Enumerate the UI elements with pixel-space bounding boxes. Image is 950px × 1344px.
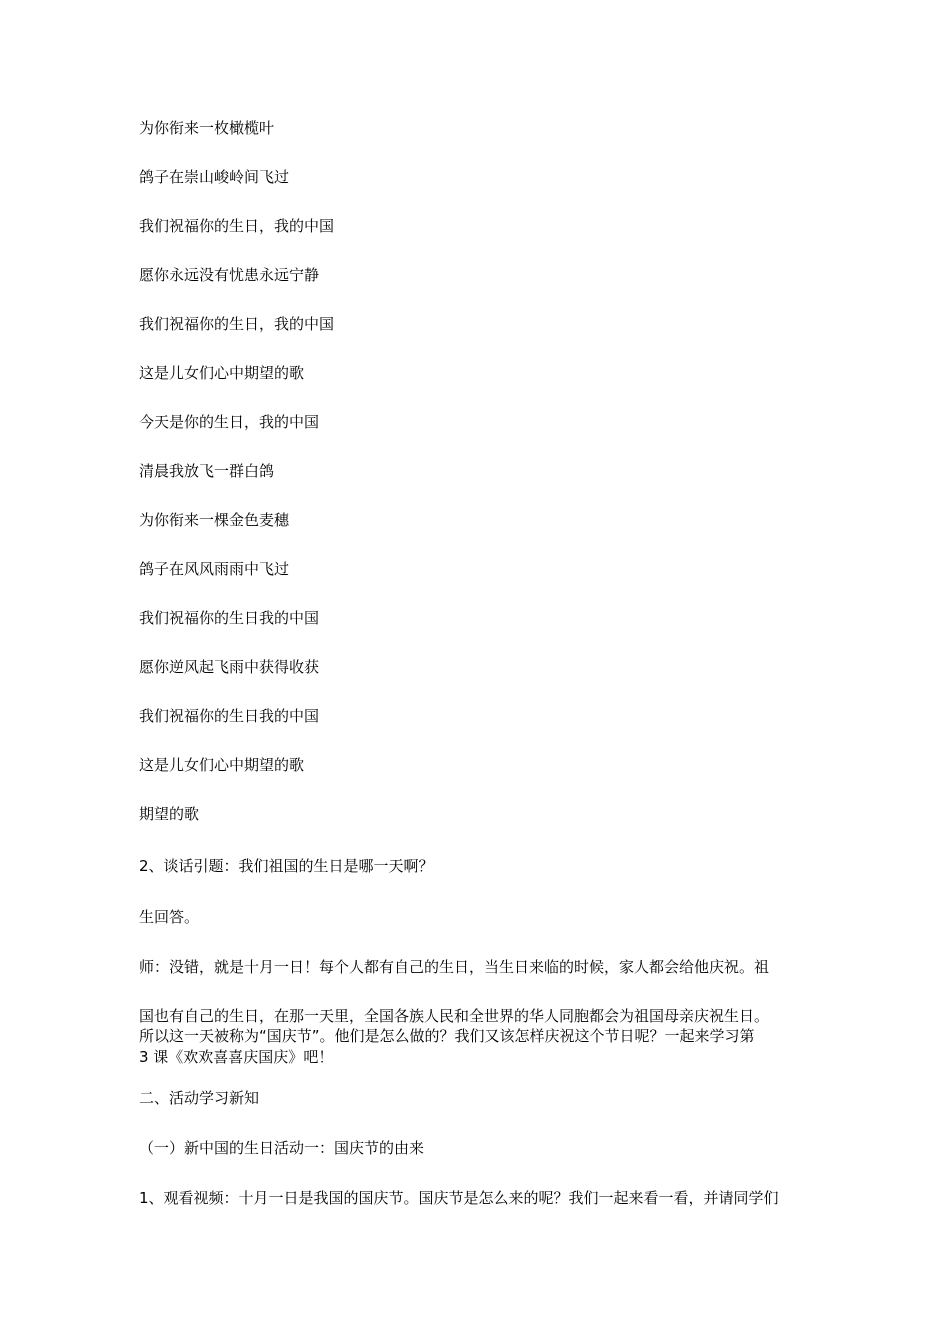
lyric-line: 清晨我放飞一群白鸽: [139, 462, 275, 480]
video-line: 1、观看视频：十月一日是我国的国庆节。国庆节是怎么来的呢？我们一起来看一看，并请同学们: [139, 1189, 779, 1207]
lyric-line: 今天是你的生日，我的中国: [139, 413, 320, 431]
student-answer: 生回答。: [139, 908, 200, 926]
teacher-paragraph-line: 3 课《欢欢喜喜庆国庆》吧！: [139, 1048, 334, 1066]
teacher-line: 师：没错，就是十月一日！每个人都有自己的生日，当生日来临的时候，家人都会给他庆祝。祖: [139, 958, 770, 976]
teacher-paragraph-line: 所以这一天被称为“国庆节”。他们是怎么做的？我们又该怎样庆祝这个节日呢？一起来学习第: [139, 1027, 755, 1045]
lyric-line: 这是儿女们心中期望的歌: [139, 756, 305, 774]
lyric-line: 我们祝福你的生日我的中国: [139, 707, 320, 725]
lyric-line: 我们祝福你的生日我的中国: [139, 609, 320, 627]
lyric-line: 我们祝福你的生日，我的中国: [139, 315, 335, 333]
activity-heading: （一）新中国的生日活动一：国庆节的由来: [139, 1139, 425, 1157]
teacher-paragraph-line: 国也有自己的生日，在那一天里，全国各族人民和全世界的华人同胞都会为祖国母亲庆祝生日。: [139, 1007, 770, 1025]
intro-question: 2、谈话引题：我们祖国的生日是哪一天啊？: [139, 857, 434, 875]
lyric-line: 鸽子在风风雨雨中飞过: [139, 560, 290, 578]
lyric-line: 鸽子在崇山峻岭间飞过: [139, 168, 290, 186]
lyric-line: 愿你永远没有忧患永远宁静: [139, 266, 320, 284]
section-heading: 二、活动学习新知: [139, 1089, 260, 1107]
lyric-line: 这是儿女们心中期望的歌: [139, 364, 305, 382]
lyric-line: 为你衔来一棵金色麦穗: [139, 511, 290, 529]
lyric-line: 为你衔来一枚橄榄叶: [139, 119, 275, 137]
lyric-line: 期望的歌: [139, 805, 200, 823]
lyric-line: 愿你逆风起飞雨中获得收获: [139, 658, 320, 676]
lyric-line: 我们祝福你的生日，我的中国: [139, 217, 335, 235]
